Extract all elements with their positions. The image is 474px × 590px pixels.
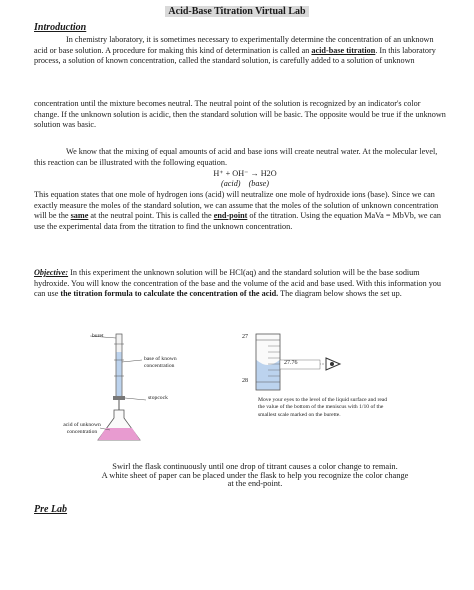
acid-label: acid of unknown concentration bbox=[63, 422, 101, 436]
burette-label: buret bbox=[92, 333, 104, 339]
base-pointer bbox=[122, 360, 142, 362]
base-solution bbox=[117, 352, 122, 396]
introduction-heading: Introduction bbox=[34, 22, 87, 33]
acid-solution bbox=[98, 428, 140, 440]
objective-paragraph: Objective: In this experiment the unknown solution will be HCl(aq) and the standard solution will be the base sodium hydroxide. You will know the concentration of the base and the volume of the acid and base used. With this information you can use the titration formula to calculate the concentration of the acid. The diagram below shows the set up. bbox=[34, 268, 441, 299]
equation-labels: (acid) (base) bbox=[220, 179, 270, 188]
pupil-icon bbox=[330, 362, 334, 366]
same-term: same bbox=[70, 211, 89, 221]
objective-label: Objective: bbox=[34, 268, 69, 277]
scale-top-value: 27 bbox=[242, 334, 248, 340]
end-point-term: end-point bbox=[213, 211, 248, 221]
intro-paragraph-2: concentration until the mixture becomes neutral. The neutral point of the solution is recognized by an indicator's color change. If the unknown solution is acidic, then the standard solution will be basic. The opposite would be true if the unknown solution was basic. bbox=[34, 99, 446, 130]
reading-caption: Move your eyes to the level of the liquid surface and read the value of the bottom of the meniscus with 1/10 of the smallest scale marked on the burette. bbox=[258, 397, 388, 418]
neutralization-equation: H⁺ + OH⁻ → H2O bbox=[213, 169, 277, 178]
base-label: base of known concentration bbox=[144, 356, 177, 370]
stopcock-label: stopcock bbox=[148, 395, 168, 401]
stopcock bbox=[113, 396, 125, 400]
intro-paragraph-3: We know that the mixing of equal amounts of acid and base ions will create neutral water. At the molecular level, this reaction can be illustrated with the following equation. bbox=[34, 147, 438, 167]
intro-paragraph-4: This equation states that one mole of hydrogen ions (acid) will neutralize one mole of hydroxide ions (base). Since we can exactly measure the moles of the standard solution, we can assume that the moles of the solution of unknown concentration will be the same at the neutral point. This is called the end-point of the titration. Using the equation MaVa = MbVb, we can use the experimental data from the titration to find the unknown concentration. bbox=[34, 190, 441, 231]
document-title: Acid-Base Titration Virtual Lab bbox=[0, 6, 474, 17]
stopcock-pointer bbox=[125, 398, 146, 400]
intro-paragraph-1: In chemistry laboratory, it is sometimes necessary to experimentally determine the concentration of an unknown acid or base solution. A procedure for making this kind of determination is called an acid-base titration. In this laboratory process, a solution of known concentration, called the standard solution, is carefully added to a solution of unknown bbox=[34, 35, 436, 66]
acid-base-titration-term: acid-base titration bbox=[311, 45, 376, 55]
swirl-instructions: Swirl the flask continuously until one drop of titrant causes a color change to remain. A white sheet of paper can be placed under the flask to help you recognize the color change at the end-point. bbox=[101, 462, 409, 489]
reading-value: 27.76 bbox=[284, 360, 298, 366]
pre-lab-heading: Pre Lab bbox=[34, 504, 68, 515]
scale-bottom-value: 28 bbox=[242, 378, 248, 384]
